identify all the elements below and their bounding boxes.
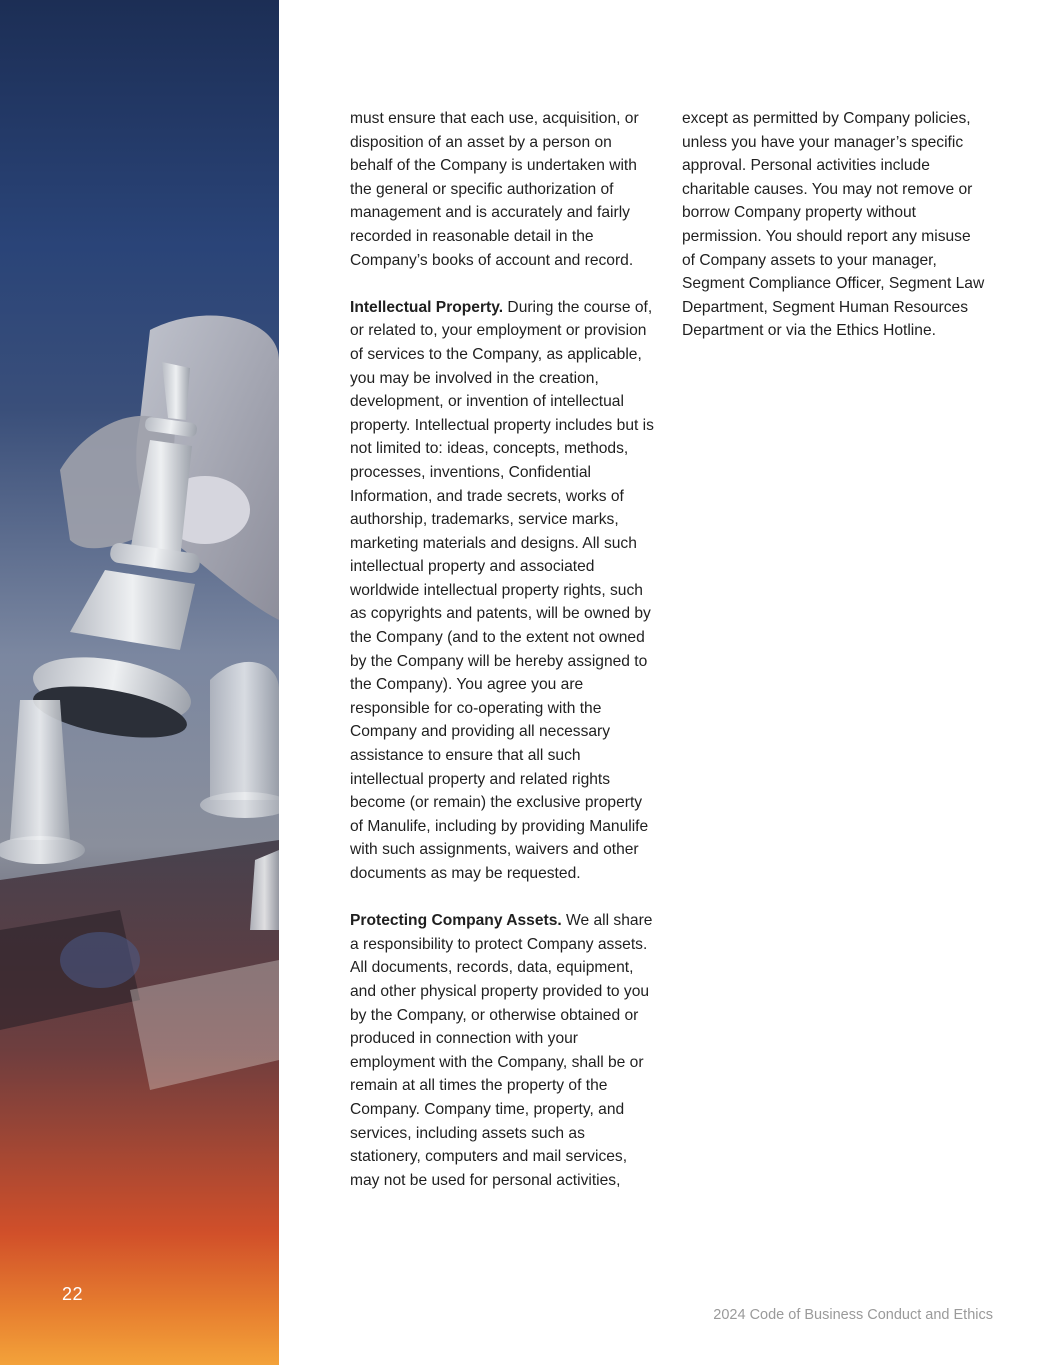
protecting-assets-paragraph (350, 909, 655, 1192)
protecting-assets-body: We all share a responsibility to protect Company assets. All documents, records, data, equipment, and other physical property provided to you by the Company, or otherwise obtained or produced in connection with your employment with the Company, shall be or remain at all times the property of the Company. Company time, property, and services, including assets such as stationery, computers and mail services, may not be used for personal activities, (350, 912, 653, 1189)
protecting-assets-heading: Protecting Company Assets. (350, 912, 562, 930)
intellectual-property-body: During the course of, or related to, your employment or provision of services to the Company, as applicable, you may be involved in the creation, development, or invention of intellectual property. Intellectual property includes but is not limited to: ideas, concepts, methods, processes, inventions, Confidential Information, and trade secrets, works of authorship, trademarks, service marks, marketing materials and designs. All such intellectual property and associated worldwide intellectual property rights, such as copyrights and patents, will be owned by the Company (and to the extent not owned by the Company will be hereby assigned to the Company). You agree you are responsible for co-operating with the Company and providing all necessary assistance to ensure that all such intellectual property and related rights become (or remain) the exclusive property of Manulife, including by providing Manulife with such assignments, waivers and other documents as may be requested. (350, 298, 654, 882)
asset-authorization-paragraph: must ensure that each use, acquisition, or disposition of an asset by a person on behalf of the Company is undertaken with the general or specific authorization of management and is accurately and fairly recorded in reasonable detail in the Company’s books of account and record. (350, 110, 639, 269)
intellectual-property-paragraph (350, 296, 655, 886)
personal-use-paragraph: except as permitted by Company policies, unless you have your manager’s specific approval. Personal activities include charitable causes. You may not remove or borrow Company property without permission. You should report any misuse of Company assets to your manager, Segment Compliance Officer, Segment Law Department, Segment Human Resources Department or via the Ethics Hotline. (682, 110, 985, 340)
page-number: 22 (62, 1284, 84, 1304)
left-column (350, 107, 655, 1192)
document-footer-title: 2024 Code of Business Conduct and Ethics (713, 1307, 993, 1323)
intellectual-property-heading: Intellectual Property. (350, 298, 504, 316)
chess-photo (0, 0, 279, 1365)
right-column (682, 107, 987, 343)
chess-illustration (0, 0, 279, 1365)
